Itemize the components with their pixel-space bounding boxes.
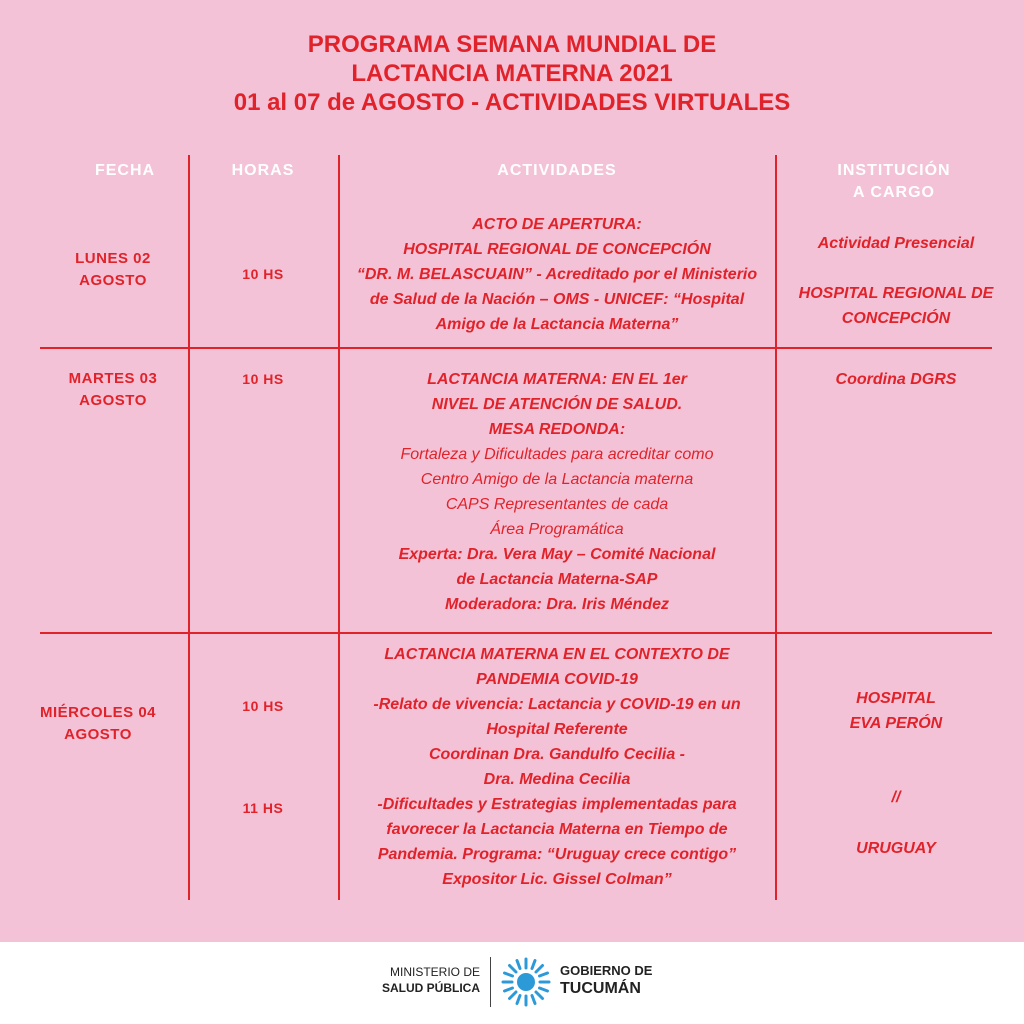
row-1-date-day: LUNES 02 (75, 250, 151, 267)
header-actividades: ACTIVIDADES (497, 162, 617, 179)
tucuman-sun-logo-icon (500, 956, 552, 1008)
row-1-activity-line: Amigo de la Lactancia Materna” (435, 316, 679, 333)
row-3-activity (340, 642, 774, 892)
title-line-2: LACTANCIA MATERNA 2021 (351, 60, 673, 87)
header-horas: HORAS (231, 162, 295, 179)
row-1-institution-spacer (777, 256, 1015, 281)
gobierno-line-1: GOBIERNO DE (560, 963, 653, 978)
row-3-institution-2: URUGUAY (856, 840, 936, 857)
row-2-institution (777, 367, 1015, 392)
row-3-activity-line: LACTANCIA MATERNA EN EL CONTEXTO DE (384, 646, 730, 663)
ministerio-logo-text (340, 964, 480, 996)
row-1-activity-line: ACTO DE APERTURA: (472, 216, 642, 233)
row-3-activity-line: favorecer la Lactancia Materna en Tiempo de (386, 821, 728, 838)
row-3-activity-line: -Relato de vivencia: Lactancia y COVID-19 en un (373, 696, 741, 713)
row-3-date-month: AGOSTO (64, 726, 132, 743)
row-3-institution-1 (777, 686, 1015, 736)
row-3-date-day: MIÉRCOLES 04 (39, 704, 157, 721)
row-3-institution-line: EVA PERÓN (849, 715, 943, 732)
row-divider-1 (40, 347, 992, 349)
row-1-activity-line: HOSPITAL REGIONAL DE CONCEPCIÓN (403, 241, 711, 258)
header-institucion-line-1: INSTITUCIÓN (837, 162, 951, 179)
title-line-3: 01 al 07 de AGOSTO - ACTIVIDADES VIRTUALES (233, 89, 791, 116)
row-1-activity-line: “DR. M. BELASCUAIN” - Acreditado por el Ministerio (356, 266, 758, 283)
row-2-activity-line: CAPS Representantes de cada (445, 496, 669, 513)
page-title (0, 30, 1024, 117)
row-3-activity-line: Dra. Medina Cecilia (483, 771, 631, 788)
row-3-activity-line: Pandemia. Programa: “Uruguay crece contigo” (377, 846, 737, 863)
row-2-date-month: AGOSTO (79, 392, 147, 409)
row-2-activity-line: Fortaleza y Dificultades para acreditar como (400, 446, 714, 463)
footer-separator (490, 957, 491, 1007)
row-3-date (10, 702, 186, 746)
ministerio-line-1: MINISTERIO DE (389, 965, 480, 979)
row-1-date-month: AGOSTO (79, 272, 147, 289)
row-2-activity-line: LACTANCIA MATERNA: EN EL 1er (427, 371, 687, 388)
header-institucion-line-2: A CARGO (853, 184, 935, 201)
row-1-date (40, 248, 186, 292)
header-fecha: FECHA (94, 162, 156, 179)
row-3-activity-line: Coordinan Dra. Gandulfo Cecilia - (428, 746, 686, 763)
row-3-activity-line: Hospital Referente (486, 721, 628, 738)
row-3-hour-2: 11 HS (242, 800, 284, 816)
row-1-activity-line: de Salud de la Nación – OMS - UNICEF: “Hospital (369, 291, 745, 308)
row-3-hour-1: 10 HS (242, 698, 284, 714)
row-3-institution-separator: // (891, 789, 901, 806)
row-3-activity-line: -Dificultades y Estrategias implementadas para (377, 796, 737, 813)
row-3-activity-line: PANDEMIA COVID-19 (476, 671, 638, 688)
row-1-institution-line: CONCEPCIÓN (841, 310, 951, 327)
row-1-institution-line: HOSPITAL REGIONAL DE (798, 285, 994, 302)
row-2-date (40, 368, 186, 412)
header-institucion (790, 160, 998, 204)
row-3-institution-line: HOSPITAL (856, 690, 936, 707)
row-2-institution-line: Coordina DGRS (835, 371, 957, 388)
row-2-activity-line: Área Programática (490, 521, 624, 538)
row-2-activity-line: NIVEL DE ATENCIÓN DE SALUD. (431, 396, 683, 413)
row-2-date-day: MARTES 03 (68, 370, 158, 387)
row-2-activity-line: de Lactancia Materna-SAP (456, 571, 658, 588)
gobierno-line-2: TUCUMÁN (560, 980, 641, 997)
row-1-institution-line: Actividad Presencial (817, 235, 975, 252)
title-line-1: PROGRAMA SEMANA MUNDIAL DE (307, 31, 717, 58)
row-1-activity (340, 212, 774, 337)
row-2-hour: 10 HS (242, 371, 284, 387)
footer (0, 942, 1024, 1024)
row-2-activity-line: Centro Amigo de la Lactancia materna (420, 471, 694, 488)
gobierno-logo-text (560, 962, 652, 998)
row-2-activity-line: Experta: Dra. Vera May – Comité Nacional (398, 546, 716, 563)
row-2-activity-line: MESA REDONDA: (488, 421, 626, 438)
ministerio-line-2: SALUD PÚBLICA (382, 981, 480, 995)
row-1-institution (777, 231, 1015, 331)
row-1-hour: 10 HS (242, 266, 284, 282)
row-divider-2 (40, 632, 992, 634)
row-2-activity (340, 367, 774, 617)
row-2-activity-line: Moderadora: Dra. Iris Méndez (444, 596, 670, 613)
row-3-activity-line: Expositor Lic. Gissel Colman” (442, 871, 672, 888)
